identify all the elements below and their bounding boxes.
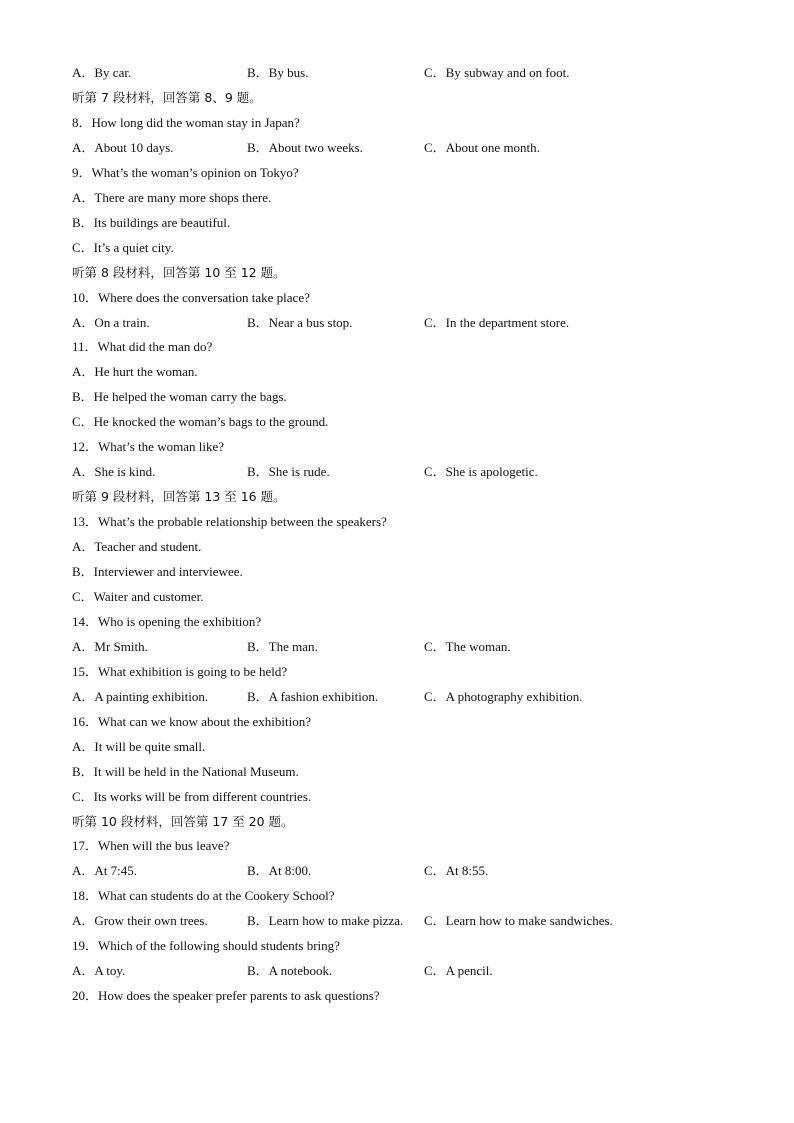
- question-line: B．He helped the woman carry the bags.: [72, 389, 287, 405]
- question-line: 9．What’s the woman’s opinion on Tokyo?: [72, 164, 299, 180]
- question-line: 8．How long did the woman stay in Japan?: [72, 114, 300, 130]
- answer-option-b: B．By bus.: [247, 65, 309, 80]
- question-line: A．There are many more shops there.: [72, 189, 272, 205]
- answer-option-a: A．A toy.: [72, 963, 126, 979]
- answer-option-b: B．At 8:00.: [247, 863, 312, 879]
- answer-option-c: C．About one month.: [424, 139, 540, 155]
- answer-option-b: B．Near a bus stop.: [247, 314, 353, 330]
- answer-option-b: B．About two weeks.: [247, 139, 363, 155]
- question-line: C．Its works will be from different countries.: [72, 788, 312, 804]
- question-line: 15．What exhibition is going to be held?: [72, 663, 288, 679]
- answer-option-c: C．A pencil.: [424, 963, 493, 979]
- answer-option-b: B．Learn how to make pizza.: [247, 913, 404, 929]
- question-line: B．Interviewer and interviewee.: [72, 564, 243, 579]
- answer-option-b: B．She is rude.: [247, 464, 330, 480]
- answer-option-a: A．On a train.: [72, 314, 150, 330]
- answer-option-b: B．A fashion exhibition.: [247, 688, 379, 704]
- question-line: 20．How does the speaker prefer parents to ask questions?: [72, 988, 380, 1004]
- question-line: B．It will be held in the National Museum.: [72, 763, 299, 779]
- answer-option-a: A．At 7:45.: [72, 863, 138, 879]
- question-line: 10．Where does the conversation take place?: [72, 289, 310, 305]
- answer-option-c: C．The woman.: [424, 638, 511, 654]
- answer-option-a: A．A painting exhibition.: [72, 688, 209, 704]
- answer-option-a: A．Mr Smith.: [72, 638, 148, 654]
- question-line: C．Waiter and customer.: [72, 588, 204, 604]
- answer-option-c: C．In the department store.: [424, 314, 570, 330]
- question-line: A．It will be quite small.: [72, 738, 206, 754]
- answer-option-a: A．About 10 days.: [72, 139, 174, 155]
- question-line: 19．Which of the following should students bring?: [72, 938, 340, 954]
- question-line: 11．What did the man do?: [72, 339, 213, 355]
- question-line: C．He knocked the woman’s bags to the ground.: [72, 414, 329, 430]
- question-line: B．Its buildings are beautiful.: [72, 214, 231, 230]
- section-heading: 听第 8 段材料，回答第 10 至 12 题。: [72, 264, 286, 280]
- answer-option-c: C．A photography exhibition.: [424, 688, 583, 704]
- question-line: 16．What can we know about the exhibition?: [72, 713, 311, 729]
- question-line: 17．When will the bus leave?: [72, 838, 230, 854]
- question-line: 18．What can students do at the Cookery School?: [72, 888, 335, 904]
- answer-option-a: A．Grow their own trees.: [72, 913, 208, 929]
- answer-option-a: A．By car.: [72, 65, 132, 80]
- answer-option-c: C．At 8:55.: [424, 863, 489, 879]
- answer-option-c: C．She is apologetic.: [424, 464, 538, 480]
- answer-option-a: A．She is kind.: [72, 464, 156, 480]
- question-line: 14．Who is opening the exhibition?: [72, 613, 262, 629]
- answer-option-b: B．A notebook.: [247, 963, 333, 979]
- question-line: 12．What’s the woman like?: [72, 439, 224, 455]
- answer-option-b: B．The man.: [247, 638, 318, 654]
- question-line: C．It’s a quiet city.: [72, 239, 174, 255]
- section-heading: 听第 7 段材料，回答第 8、9 题。: [72, 89, 262, 105]
- question-line: A．He hurt the woman.: [72, 364, 198, 380]
- answer-option-c: C．By subway and on foot.: [424, 65, 570, 80]
- question-line: A．Teacher and student.: [72, 539, 202, 555]
- answer-option-c: C．Learn how to make sandwiches.: [424, 913, 613, 929]
- section-heading: 听第 10 段材料，回答第 17 至 20 题。: [72, 813, 294, 829]
- section-heading: 听第 9 段材料，回答第 13 至 16 题。: [72, 489, 286, 505]
- question-line: 13．What’s the probable relationship between the speakers?: [72, 514, 387, 530]
